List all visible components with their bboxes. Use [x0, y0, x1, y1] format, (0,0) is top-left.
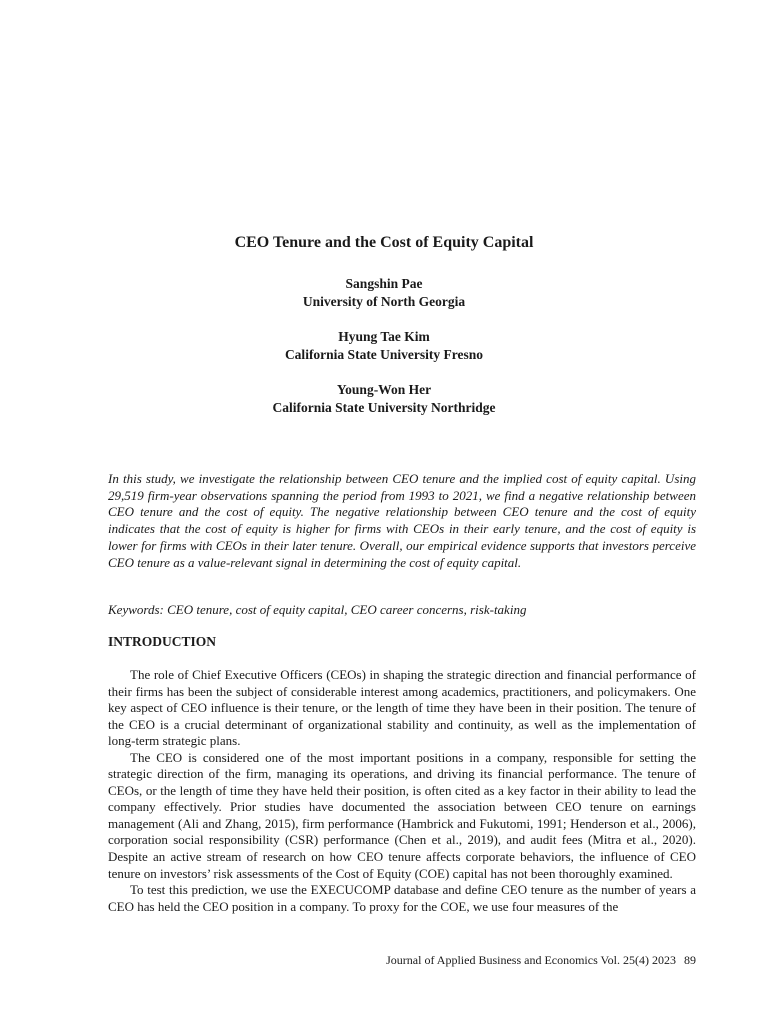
- author-name: Hyung Tae Kim: [338, 329, 430, 344]
- keywords: Keywords: CEO tenure, cost of equity capital, CEO career concerns, risk-taking: [108, 602, 527, 617]
- body-paragraph: The role of Chief Executive Officers (CEOs) in shaping the strategic direction and financial performance of their firms has been the subject of considerable interest among academics, practitioners, and policymakers. One key aspect of CEO influence is their tenure, or the length of time they have been in their position. The tenure of the CEO is a crucial determinant of organizational stability and continuity, as well as the implementation of long-term strategic plans.: [108, 667, 696, 749]
- author-block: [0, 275, 768, 310]
- author-affiliation: California State University Fresno: [284, 346, 484, 362]
- author-affiliation: University of North Georgia: [302, 293, 466, 309]
- page-footer: [386, 952, 696, 968]
- abstract-text: In this study, we investigate the relationship between CEO tenure and the implied cost of equity capital. Using 29,519 firm-year observations spanning the period from 1993 to 2021, we find a negative relationship between CEO tenure and the cost of equity. The negative relationship between CEO tenure and the cost of equity indicates that the cost of equity is higher for firms with CEOs in their early tenure, and the cost of equity is lower for firms with CEOs in their later tenure. Overall, our empirical evidence supports that investors perceive CEO tenure as a value-relevant signal in determining the cost of equity capital.: [108, 471, 696, 570]
- abstract: [108, 471, 696, 571]
- section-heading-introduction: INTRODUCTION: [108, 634, 217, 649]
- author-affiliation: California State University Northridge: [272, 399, 496, 415]
- page-number: 89: [684, 953, 696, 967]
- journal-citation: Journal of Applied Business and Economics Vol. 25(4) 2023: [386, 953, 676, 967]
- paper-title: CEO Tenure and the Cost of Equity Capital: [234, 234, 534, 251]
- author-name: Sangshin Pae: [345, 276, 423, 291]
- author-name: Young-Won Her: [336, 382, 432, 397]
- author-block: [0, 328, 768, 363]
- body-paragraph: To test this prediction, we use the EXECUCOMP database and define CEO tenure as the number of years a CEO has held the CEO position in a company. To proxy for the COE, we use four measures of the: [108, 882, 696, 914]
- author-list: [0, 275, 768, 434]
- introduction-body: [108, 667, 696, 915]
- body-paragraph: The CEO is considered one of the most important positions in a company, responsible for setting the strategic direction of the firm, managing its operations, and driving its financial performance. The tenure of CEOs, or the length of time they have held their position, is often cited as a key factor in their ability to lead the company effectively. Prior studies have documented the association between CEO tenure on earnings management (Ali and Zhang, 2015), firm performance (Hambrick and Fukutomi, 1991; Henderson et al., 2006), corporation social responsibility (CSR) performance (Chen et al., 2019), and audit fees (Mitra et al., 2020). Despite an active stream of research on how CEO tenure affects corporate behaviors, the influence of CEO tenure on investors’ risk assessments of the Cost of Equity (COE) capital has not been thoroughly examined.: [108, 749, 696, 881]
- author-block: [0, 381, 768, 416]
